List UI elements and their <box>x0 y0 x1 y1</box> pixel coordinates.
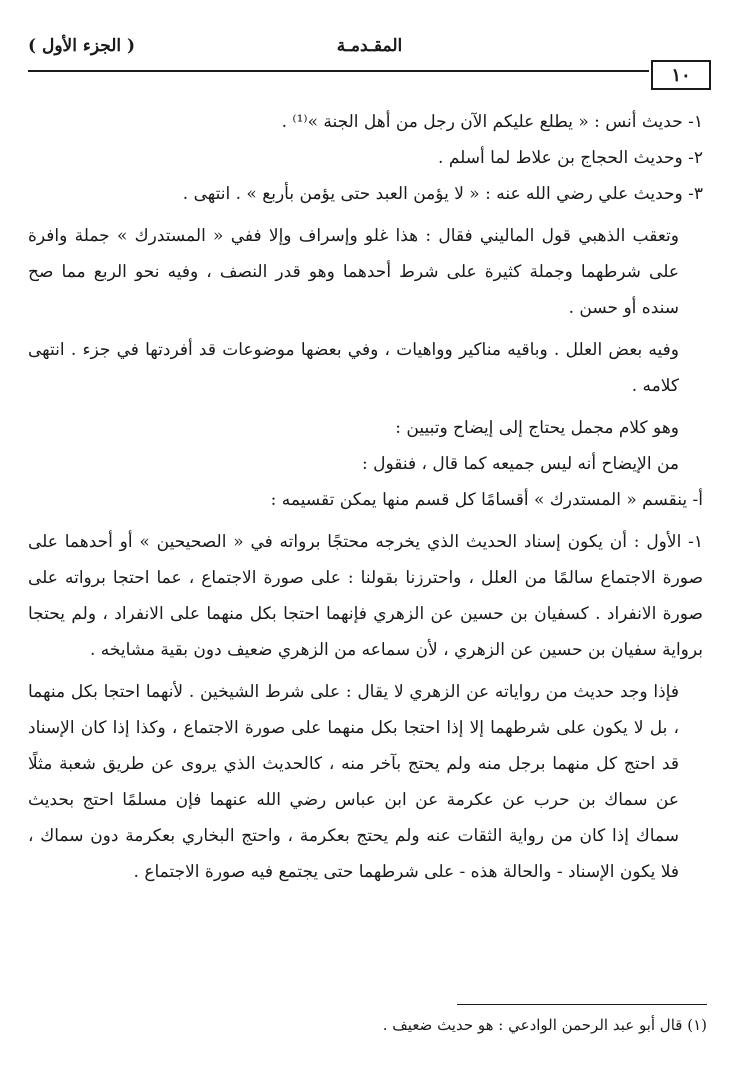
volume-label: ( الجزء الأول ) <box>28 36 136 56</box>
main-text <box>28 104 707 890</box>
paragraph-hadith-ali: ٣- وحديث علي رضي الله عنه : « لا يؤمن العبد حتى يؤمن بأربع » . انتهى . <box>182 184 703 204</box>
paragraph-idah: من الإيضاح أنه ليس جميعه كما قال ، فنقول : <box>361 454 679 474</box>
running-header <box>28 32 711 86</box>
section-title: المقـدمـة <box>336 36 403 56</box>
page-number: ١٠ <box>651 60 711 90</box>
paragraph-hadith-anas: ١- حديث أنس : « يطلع عليكم الآن رجل من أهل الجنة »⁽¹⁾ . <box>281 112 703 132</box>
paragraph-first-section: ١- الأول : أن يكون إسناد الحديث الذي يخرجه محتجًا برواته في « الصحيحين » أو أحدهما على صورة الاجتماع سالمًا من العلل ، واحترزنا بقولنا : على صورة الاجتماع ، عما احتجا برواته على صورة الانفراد . كسفيان بن حسين عن الزهري فإنهما احتجا بكل منهما على الانفراد ، ولم يحتجا برواية سفيان بن حسين عن الزهري ، لأن سماعه من الزهري ضعيف دون بقية مشايخه . <box>28 532 703 660</box>
paragraph-aqsam: أ- ينقسم « المستدرك » أقسامًا كل قسم منها يمكن تقسيمه : <box>270 490 703 510</box>
paragraph-zuhri: فإذا وجد حديث من رواياته عن الزهري لا يقال : على شرط الشيخين . لأنهما احتجا بكل منهما ، بل لا يكون على شرطهما إلا إذا احتجا بكل منهما على صورة الاجتماع ، وكذا إذا كان الإسناد قد احتج كل منهما برجل منه ولم يحتج بآخر منه ، كالحديث الذي يروى عن طريق شعبة مثلًا عن سماك بن حرب عن عكرمة عن ابن عباس رضي الله عنهما فإن مسلمًا احتج بحديث سماك إذا كان من رواية الثقات عنه ولم يحتج بعكرمة ، واحتج البخاري بعكرمة دون سماك ، فلا يكون الإسناد - والحالة هذه - على شرطهما حتى يجتمع فيه صورة الاجتماع . <box>28 682 679 882</box>
paragraph-hadith-hajjaj: ٢- وحديث الحجاج بن علاط لما أسلم . <box>438 148 703 168</box>
paragraph-dhahabi-critique: وتعقب الذهبي قول الماليني فقال : هذا غلو وإسراف وإلا ففي « المستدرك » جملة وافرة على شرطهما وجملة كثيرة على شرط أحدهما وهو قدر النصف ، وفيه نحو الربع مما صح سنده أو حسن . <box>28 226 679 318</box>
paragraph-mujmal: وهو كلام مجمل يحتاج إلى إيضاح وتبيين : <box>395 418 679 438</box>
footnote: (١) قال أبو عبد الرحمن الوادعي : هو حديث ضعيف . <box>382 1016 707 1034</box>
paragraph-ilal: وفيه بعض العلل . وباقيه مناكير وواهيات ، وفي بعضها موضوعات قد أفردتها في جزء . انتهى كلامه . <box>28 340 679 396</box>
header-rule <box>28 70 649 72</box>
footnote-rule <box>457 1004 707 1005</box>
